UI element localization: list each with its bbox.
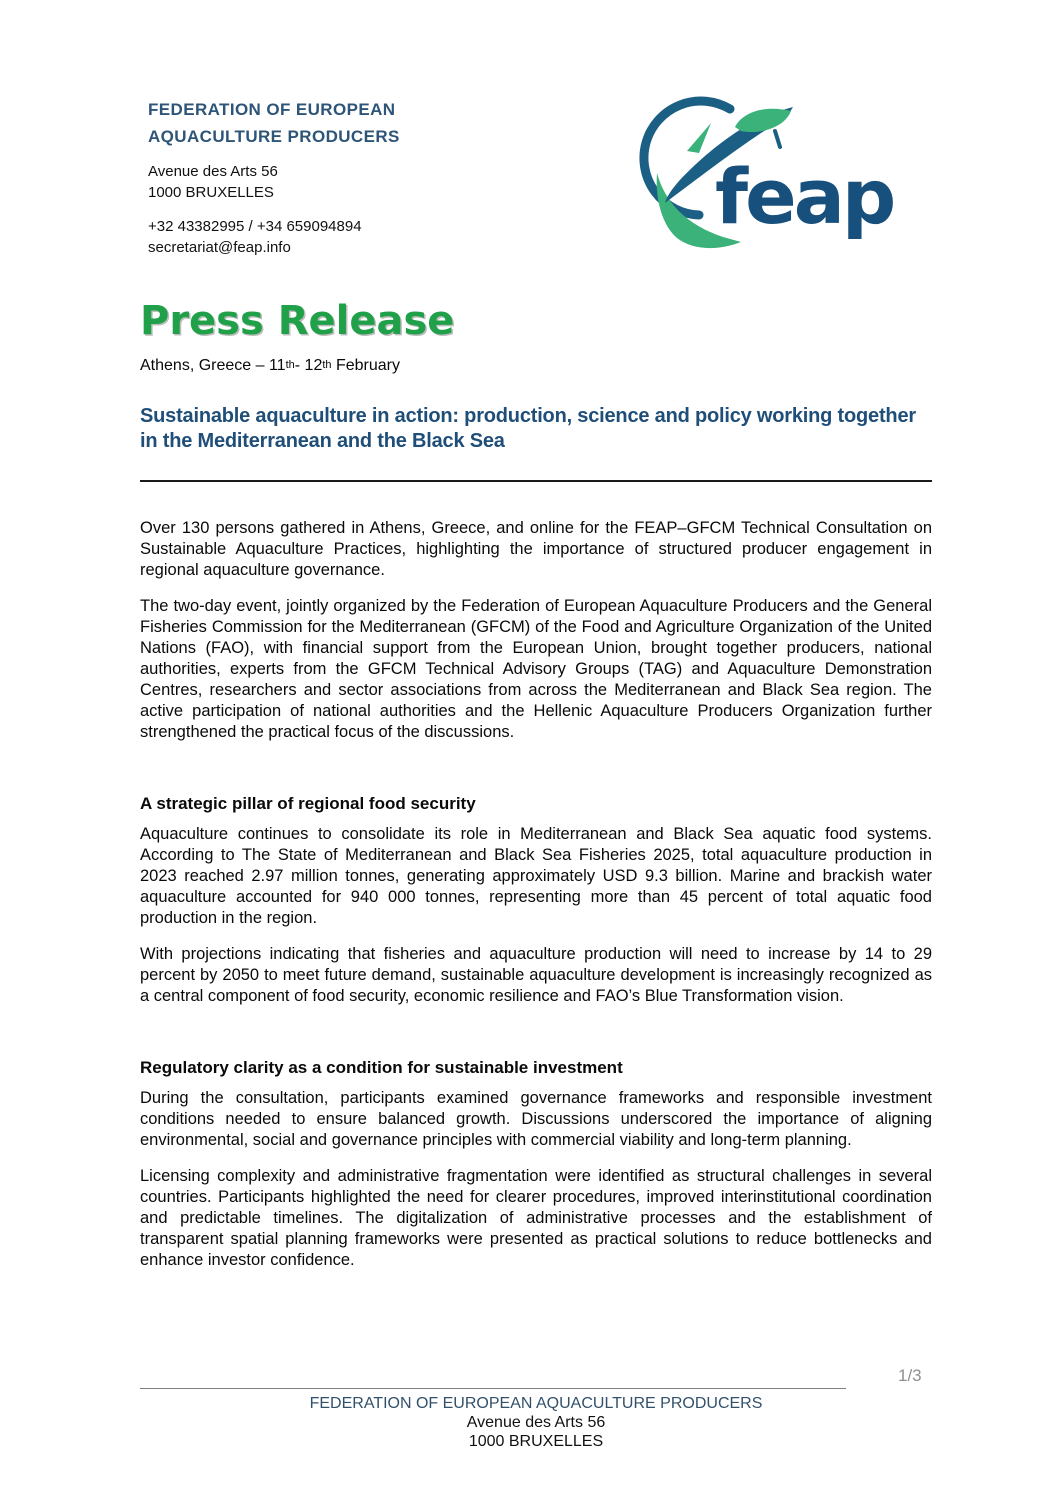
paragraph-section2-1: During the consultation, participants examined governance frameworks and responsible investment conditions needed to ensure balanced growth. Discussions underscored the importance of aligning environmental, social and governance principles with commercial viability and long-term planning. xyxy=(140,1089,932,1149)
section-heading-regulatory-clarity: Regulatory clarity as a condition for sustainable investment xyxy=(140,1058,623,1077)
paragraph-section2-2: Licensing complexity and administrative fragmentation were identified as structural challenges in several countries. Participants highlighted the need for clearer procedures, improved interinstitutional coordination and predictable timelines. The digitalization of administrative processes and the establishment of transparent spatial planning frameworks were presented as practical solutions to reduce bottlenecks and enhance investor confidence. xyxy=(140,1167,932,1269)
paragraph-intro-2: The two-day event, jointly organized by the Federation of European Aquaculture Producers and the General Fisheries Commission for the Mediterranean (GFCM) of the Food and Agriculture Organization of the United Nations (FAO), with financial support from the European Union, brought together producers, national authorities, experts from the GFCM Technical Advisory Groups (TAG) and Aquaculture Demonstration Centres, researchers and sector associations from across the Mediterranean and Black Sea region. The active participation of national authorities and the Hellenic Aquaculture Producers Organization further strengthened the practical focus of the discussions. xyxy=(140,597,932,741)
dateline-sup1: th xyxy=(285,359,295,371)
logo-leaf xyxy=(735,109,791,132)
logo-pectoral-fin xyxy=(687,123,711,153)
footer-org-name: FEDERATION OF EUROPEAN AQUACULTURE PRODUCERS xyxy=(309,1395,763,1412)
dateline-suffix: February xyxy=(331,357,400,374)
phone-numbers: +32 43382995 / +34 659094894 xyxy=(148,218,362,235)
feap-logo xyxy=(635,86,920,261)
dateline-sup2: th xyxy=(322,359,332,371)
page-footer xyxy=(140,1394,932,1451)
dateline xyxy=(140,356,932,376)
paragraph-section1-1: Aquaculture continues to consolidate its role in Mediterranean and Black Sea aquatic food systems. According to The State of Mediterranean and Black Sea Fisheries 2025, total aquaculture production in 2023 reached 2.97 million tonnes, generating approximately USD 9.3 billion. Marine and brackish water aquaculture accounted for 940 000 tonnes, representing more than 45 percent of total aquatic food production in the region. xyxy=(140,825,932,927)
paragraph-section1-2: With projections indicating that fisheries and aquaculture production will need to increase by 14 to 29 percent by 2050 to meet future demand, sustainable aquaculture development is increasingly recognized as a central component of food security, economic resilience and FAO’s Blue Transformation vision. xyxy=(140,945,932,1005)
document-body xyxy=(140,298,932,1271)
address-line2: 1000 BRUXELLES xyxy=(148,184,274,201)
letterhead xyxy=(148,96,938,258)
page-number: 1/3 xyxy=(898,1366,922,1385)
org-name-line1: FEDERATION OF EUROPEAN xyxy=(148,100,396,119)
org-name-line2: AQUACULTURE PRODUCERS xyxy=(148,127,400,146)
dateline-mid: - 12 xyxy=(294,357,323,374)
dateline-prefix: Athens, Greece – 11 xyxy=(140,357,286,374)
page-title: Press Release xyxy=(140,298,455,344)
email-address: secretariat@feap.info xyxy=(148,239,291,256)
footer-rule xyxy=(140,1388,846,1389)
logo-wordmark: feap xyxy=(715,152,894,241)
logo-leaf-stem xyxy=(775,131,780,147)
headline: Sustainable aquaculture in action: production, science and policy working together in the Mediterranean and the Black Sea xyxy=(140,405,916,452)
address-line1: Avenue des Arts 56 xyxy=(148,163,278,180)
footer-address-line2: 1000 BRUXELLES xyxy=(468,1433,604,1450)
paragraph-intro-1: Over 130 persons gathered in Athens, Greece, and online for the FEAP–GFCM Technical Consultation on Sustainable Aquaculture Practices, highlighting the importance of structured producer engagement in regional aquaculture governance. xyxy=(140,519,932,579)
feap-logo-graphic xyxy=(635,86,920,261)
section-heading-food-security: A strategic pillar of regional food security xyxy=(140,794,476,813)
footer-address-line1: Avenue des Arts 56 xyxy=(466,1414,606,1431)
headline-rule xyxy=(140,480,932,482)
